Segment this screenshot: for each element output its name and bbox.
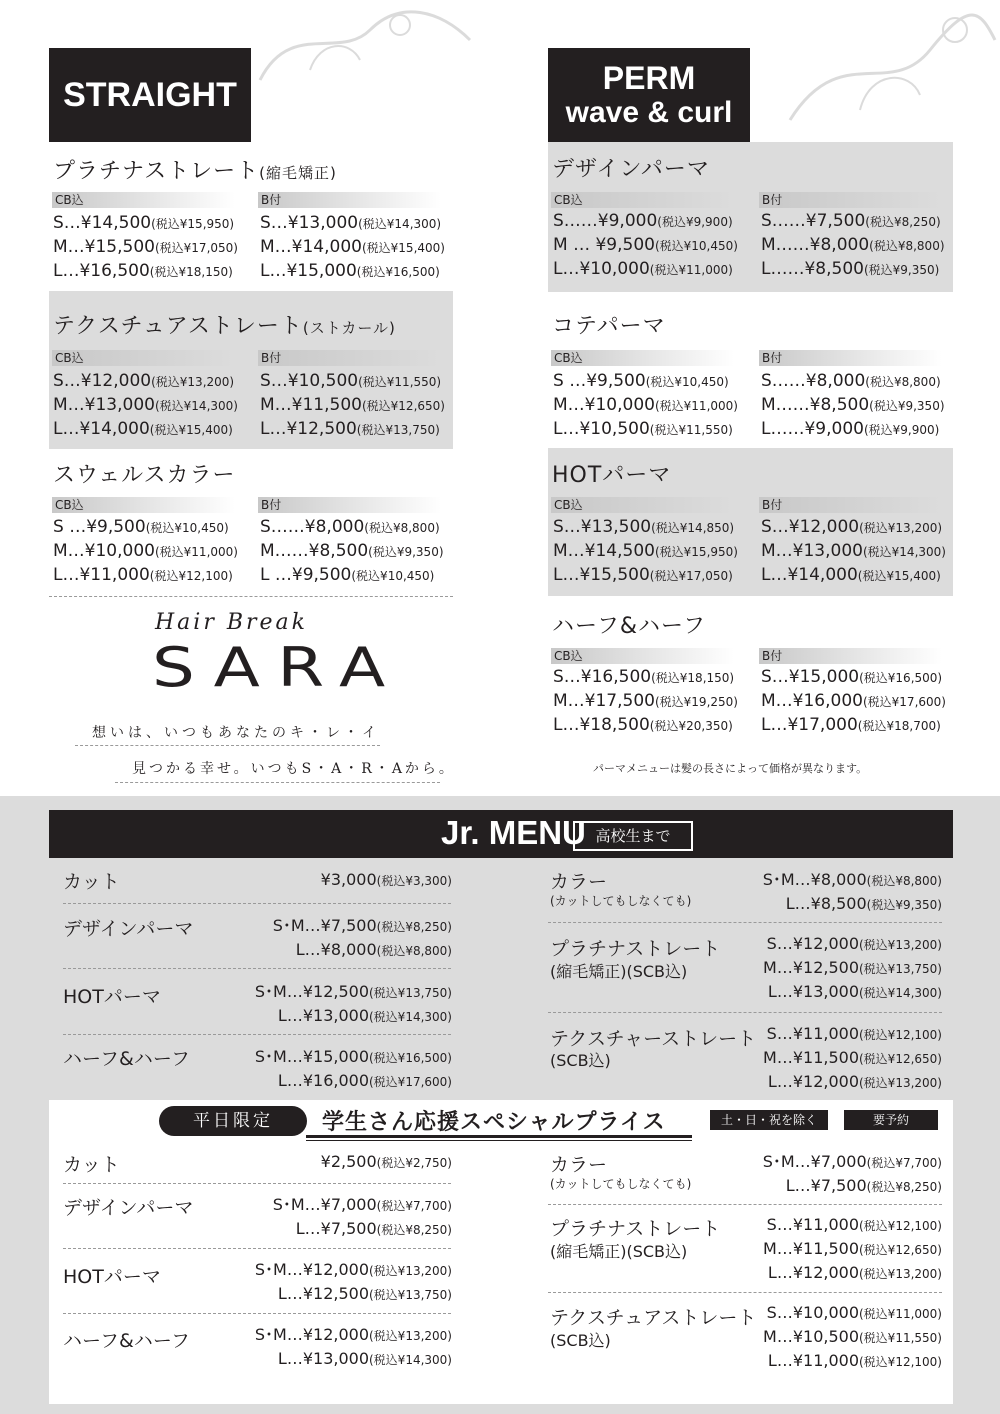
price-row: M…¥11,500(税込¥12,650): [763, 1239, 942, 1258]
price-row: L…¥17,000(税込¥18,700): [761, 715, 941, 735]
price-col-labels: [52, 350, 452, 366]
price-row: S…¥16,500(税込¥18,150): [553, 667, 735, 687]
price-col-labels: [551, 497, 951, 513]
jr-item-name: デザインパーマ: [63, 918, 194, 940]
ornament-swirl-right: [780, 0, 1000, 130]
price-list-b: [761, 209, 945, 281]
price-row: S …¥9,500(税込¥10,450): [53, 517, 229, 537]
student-item-prices: [255, 1323, 452, 1371]
price-list-cb: [553, 209, 738, 281]
menu-title: プラチナストレート(縮毛矯正): [53, 159, 337, 184]
price-row: S…¥10,000(税込¥11,000): [766, 1303, 942, 1322]
b-label: B付: [258, 192, 441, 208]
price-row: M…¥17,500(税込¥19,250): [553, 691, 738, 711]
menu-title: ハーフ&ハーフ: [552, 614, 706, 639]
divider: [63, 903, 451, 904]
price-row: S……¥7,500(税込¥8,250): [761, 211, 941, 231]
student-item-name: テクスチュアストレート: [550, 1307, 757, 1329]
price-row: L…¥11,000(税込¥12,100): [767, 1351, 942, 1370]
b-label: B付: [759, 192, 942, 208]
menu-title: テクスチュアストレート(ストカール): [53, 314, 396, 339]
menu-title: HOTパーマ: [552, 463, 672, 488]
price-col-labels: [52, 497, 452, 513]
divider: [548, 1012, 942, 1013]
price-row: S…¥12,000(税込¥13,200): [53, 371, 235, 391]
divider: [63, 1034, 451, 1035]
price-row: S…¥15,000(税込¥16,500): [761, 667, 943, 687]
price-row: L…¥14,000(税込¥15,400): [53, 419, 233, 439]
jr-item-sub: (SCB込): [550, 1051, 611, 1070]
price-row: S…¥13,000(税込¥14,300): [260, 213, 442, 233]
price-row: L…¥8,000(税込¥8,800): [295, 940, 452, 959]
price-list-b: [260, 369, 445, 441]
divider: [63, 1183, 451, 1184]
jr-item-name: カラー: [550, 871, 608, 893]
price-row: S……¥8,000(税込¥8,800): [761, 371, 941, 391]
b-label: B付: [759, 497, 942, 513]
price-row: S……¥9,000(税込¥9,900): [553, 211, 733, 231]
price-row: L…¥15,000(税込¥16,500): [260, 261, 440, 281]
price-row: S･M…¥15,000(税込¥16,500): [254, 1047, 452, 1066]
price-row: S …¥9,500(税込¥10,450): [553, 371, 729, 391]
price-list-b: [761, 369, 945, 441]
price-row: L…¥13,000(税込¥14,300): [767, 982, 942, 1001]
price-row: L…¥7,500(税込¥8,250): [295, 1219, 452, 1238]
price-row: M…¥14,000(税込¥15,400): [260, 237, 445, 257]
price-row: M … ¥9,500(税込¥10,450): [553, 235, 738, 255]
price-row: L…¥13,000(税込¥14,300): [277, 1349, 452, 1368]
perm-header-line2: wave & curl: [565, 96, 733, 129]
price-list-cb: [53, 369, 238, 441]
menu-title: デザインパーマ: [552, 157, 710, 182]
price-row: M…¥12,500(税込¥13,750): [763, 958, 942, 977]
price-row: L…¥12,000(税込¥13,200): [767, 1263, 942, 1282]
student-title-underline: [306, 1135, 692, 1138]
price-row: M…¥15,500(税込¥17,050): [53, 237, 238, 257]
price-row: L …¥9,500(税込¥10,450): [260, 565, 435, 585]
price-row: M…¥14,500(税込¥15,950): [553, 541, 738, 561]
price-row: L……¥9,000(税込¥9,900): [761, 419, 940, 439]
price-row: L…¥18,500(税込¥20,350): [553, 715, 733, 735]
student-item-prices: [255, 1258, 452, 1306]
cb-label: CB込: [52, 350, 235, 366]
jr-item-name: HOTパーマ: [63, 986, 161, 1008]
student-item-prices: [763, 1301, 942, 1373]
price-row: S･M…¥8,000(税込¥8,800): [762, 870, 942, 889]
student-item-name: カラー: [550, 1154, 608, 1176]
jr-item-name: カット: [63, 871, 120, 893]
divider: [548, 922, 942, 923]
student-item-name: プラチナストレート: [550, 1218, 721, 1240]
excl-holiday-tag: 土・日・祝を除く: [710, 1110, 828, 1130]
tagline-underline: [75, 745, 380, 746]
jr-item-prices: [321, 868, 452, 892]
student-item-sub: (SCB込): [550, 1331, 611, 1350]
menu-title: スウェルスカラー: [53, 463, 236, 488]
price-row: S…¥13,500(税込¥14,850): [553, 517, 735, 537]
price-row: S･M…¥12,000(税込¥13,200): [254, 1260, 452, 1279]
price-row: ¥3,000(税込¥3,300): [320, 870, 452, 889]
straight-header: STRAIGHT: [49, 48, 251, 142]
student-item-name: ハーフ&ハーフ: [63, 1330, 190, 1352]
price-row: L…¥14,000(税込¥15,400): [761, 565, 941, 585]
jr-item-name: テクスチャーストレート: [550, 1028, 757, 1050]
price-row: M…¥13,000(税込¥14,300): [53, 395, 238, 415]
perm-note: パーマメニューは髪の長さによって価格が異なります。: [593, 762, 868, 775]
price-row: S……¥8,000(税込¥8,800): [260, 517, 440, 537]
student-item-note: (カットしてもしなくても): [550, 1177, 692, 1191]
jr-item-note: (カットしてもしなくても): [550, 894, 692, 908]
logo-hair-break: Hair Break: [155, 610, 308, 635]
jr-badge: 高校生まで: [573, 821, 693, 851]
jr-item-prices: [273, 914, 452, 962]
jr-item-prices: [255, 1045, 452, 1093]
price-row: S･M…¥7,500(税込¥8,250): [272, 916, 452, 935]
price-row: S･M…¥12,000(税込¥13,200): [254, 1325, 452, 1344]
price-list-b: [761, 515, 946, 587]
price-row: S…¥11,000(税込¥12,100): [766, 1024, 942, 1043]
price-row: S…¥12,000(税込¥13,200): [766, 934, 942, 953]
price-row: M…¥10,000(税込¥11,000): [553, 395, 738, 415]
student-item-sub: (縮毛矯正)(SCB込): [550, 1242, 688, 1261]
price-row: L…¥13,000(税込¥14,300): [277, 1006, 452, 1025]
menu-title: コテパーマ: [552, 314, 666, 339]
price-row: L…¥16,000(税込¥17,600): [277, 1071, 452, 1090]
divider: [63, 1313, 451, 1314]
price-row: M…¥11,500(税込¥12,650): [763, 1048, 942, 1067]
reservation-tag: 要予約: [844, 1110, 938, 1130]
price-list-b: [761, 665, 946, 737]
student-title: 学生さん応援スペシャルプライス: [322, 1110, 666, 1135]
price-list-cb: [553, 515, 738, 587]
price-col-labels: [52, 192, 452, 208]
perm-header-line1: PERM: [602, 60, 696, 96]
price-row: S･M…¥7,000(税込¥7,700): [272, 1195, 452, 1214]
cb-label: CB込: [52, 497, 235, 513]
jr-menu-title: Jr. MENU: [441, 814, 586, 851]
tagline-2: 見つかる幸せ。いつもS・A・R・Aから。: [132, 761, 456, 777]
price-row: S…¥12,000(税込¥13,200): [761, 517, 943, 537]
price-row: M……¥8,500(税込¥9,350): [761, 395, 945, 415]
price-row: L…¥12,500(税込¥13,750): [260, 419, 440, 439]
tagline-1: 想いは、いつもあなたのキ・レ・イ: [92, 725, 380, 741]
price-row: M……¥8,000(税込¥8,800): [761, 235, 945, 255]
price-row: L…¥12,500(税込¥13,750): [277, 1284, 452, 1303]
cb-label: CB込: [551, 350, 734, 366]
price-col-labels: [551, 350, 951, 366]
logo-sara: SARA: [152, 636, 403, 699]
student-title-underline-2: [306, 1140, 692, 1141]
price-row: M……¥8,500(税込¥9,350): [260, 541, 444, 561]
cb-label: CB込: [551, 192, 734, 208]
perm-header: [548, 48, 750, 142]
price-list-b: [260, 515, 444, 587]
student-item-prices: [321, 1150, 452, 1174]
price-row: ¥2,500(税込¥2,750): [320, 1152, 452, 1171]
divider: [63, 968, 451, 969]
jr-item-name: プラチナストレート: [550, 938, 721, 960]
price-list-cb: [553, 369, 738, 441]
tagline-underline: [115, 782, 440, 783]
price-col-labels: [551, 648, 951, 664]
jr-item-prices: [763, 932, 942, 1004]
price-row: S…¥14,500(税込¥15,950): [53, 213, 235, 233]
student-item-name: カット: [63, 1154, 120, 1176]
cb-label: CB込: [551, 648, 734, 664]
b-label: B付: [759, 648, 942, 664]
weekday-pill: 平日限定: [159, 1106, 307, 1136]
price-list-cb: [53, 211, 238, 283]
student-item-prices: [763, 1150, 942, 1198]
student-item-name: HOTパーマ: [63, 1266, 161, 1288]
price-row: M…¥11,500(税込¥12,650): [260, 395, 445, 415]
price-row: L…¥8,500(税込¥9,350): [785, 894, 942, 913]
jr-item-prices: [763, 1022, 942, 1094]
student-item-prices: [273, 1193, 452, 1241]
b-label: B付: [759, 350, 942, 366]
price-col-labels: [551, 192, 951, 208]
divider: [49, 596, 453, 597]
price-row: L…¥10,500(税込¥11,550): [553, 419, 733, 439]
cb-label: CB込: [52, 192, 235, 208]
price-list-cb: [553, 665, 738, 737]
jr-item-prices: [763, 868, 942, 916]
price-row: M…¥16,000(税込¥17,600): [761, 691, 946, 711]
price-row: L…¥11,000(税込¥12,100): [53, 565, 233, 585]
price-list-cb: [53, 515, 238, 587]
divider: [63, 1248, 451, 1249]
price-list-b: [260, 211, 445, 283]
divider: [548, 1204, 942, 1205]
price-row: L…¥7,500(税込¥8,250): [785, 1176, 942, 1195]
ornament-swirl-left: [250, 0, 480, 90]
price-row: S･M…¥7,000(税込¥7,700): [762, 1152, 942, 1171]
price-row: M…¥13,000(税込¥14,300): [761, 541, 946, 561]
student-item-prices: [763, 1213, 942, 1285]
price-row: L…¥15,500(税込¥17,050): [553, 565, 733, 585]
price-row: S･M…¥12,500(税込¥13,750): [254, 982, 452, 1001]
price-row: M…¥10,500(税込¥11,550): [763, 1327, 942, 1346]
price-row: L…¥16,500(税込¥18,150): [53, 261, 233, 281]
b-label: B付: [258, 350, 441, 366]
price-row: L……¥8,500(税込¥9,350): [761, 259, 940, 279]
b-label: B付: [258, 497, 441, 513]
student-item-name: デザインパーマ: [63, 1197, 194, 1219]
jr-item-sub: (縮毛矯正)(SCB込): [550, 962, 688, 981]
cb-label: CB込: [551, 497, 734, 513]
price-row: S…¥10,500(税込¥11,550): [260, 371, 442, 391]
price-row: L…¥12,000(税込¥13,200): [767, 1072, 942, 1091]
price-row: S…¥11,000(税込¥12,100): [766, 1215, 942, 1234]
jr-item-name: ハーフ&ハーフ: [63, 1048, 190, 1070]
divider: [548, 1292, 942, 1293]
price-row: L…¥10,000(税込¥11,000): [553, 259, 733, 279]
jr-item-prices: [255, 980, 452, 1028]
price-row: M…¥10,000(税込¥11,000): [53, 541, 238, 561]
